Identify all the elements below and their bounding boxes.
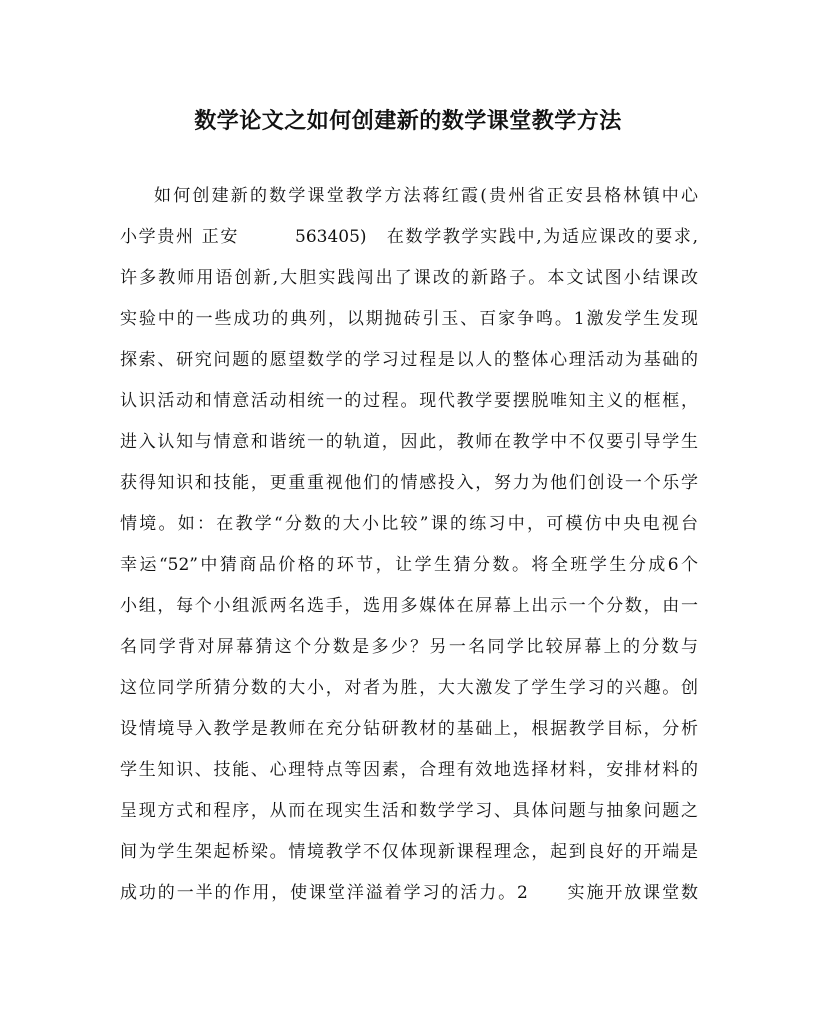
document-body xyxy=(120,176,698,914)
paragraph-line: 学生知识、技能、心理特点等因素，合理有效地选择材料，安排材料的 xyxy=(120,760,698,780)
paragraph-line: 探索、研究问题的愿望数学的学习过程是以人的整体心理活动为基础的 xyxy=(120,350,698,370)
paragraph-line: 如何创建新的数学课堂教学方法蒋红霞(贵州省正安县格林镇中心 xyxy=(154,186,698,206)
paragraph-line: 幸运“52”中猜商品价格的环节，让学生猜分数。将全班学生分成6个 xyxy=(120,555,698,575)
paragraph-line: 名同学背对屏幕猜这个分数是多少？另一名同学比较屏幕上的分数与 xyxy=(120,637,698,657)
paragraph-line: 情境。如：在教学“分数的大小比较”课的练习中，可模仿中央电视台 xyxy=(120,514,698,534)
paragraph-line: 小学贵州 正安 563405) 在数学教学实践中,为适应课改的要求, xyxy=(120,227,698,247)
paragraph-line: 获得知识和技能，更重重视他们的情感投入，努力为他们创设一个乐学 xyxy=(120,473,698,493)
paragraph-line: 小组，每个小组派两名选手，选用多媒体在屏幕上出示一个分数，由一 xyxy=(120,596,698,616)
paragraph-line: 认识活动和情意活动相统一的过程。现代教学要摆脱唯知主义的框框， xyxy=(120,391,698,411)
paragraph-line: 进入认知与情意和谐统一的轨道，因此，教师在教学中不仅要引导学生 xyxy=(120,432,698,452)
paragraph-line: 间为学生架起桥梁。情境教学不仅体现新课程理念，起到良好的开端是 xyxy=(120,842,698,862)
paragraph-line: 设情境导入教学是教师在充分钻研教材的基础上，根据教学目标，分析 xyxy=(120,719,698,739)
paragraph-line: 这位同学所猜分数的大小，对者为胜，大大激发了学生学习的兴趣。创 xyxy=(120,678,698,698)
paragraph-line: 实验中的一些成功的典列，以期抛砖引玉、百家争鸣。1激发学生发现 xyxy=(120,309,698,329)
paragraph-line: 呈现方式和程序，从而在现实生活和数学学习、具体问题与抽象问题之 xyxy=(120,801,698,821)
document-title: 数学论文之如何创建新的数学课堂教学方法 xyxy=(194,108,622,134)
paragraph-line: 许多教师用语创新,大胆实践闯出了课改的新路子。本文试图小结课改 xyxy=(120,268,698,288)
paragraph-line: 成功的一半的作用，使课堂洋溢着学习的活力。2 实施开放课堂数 xyxy=(120,883,698,903)
